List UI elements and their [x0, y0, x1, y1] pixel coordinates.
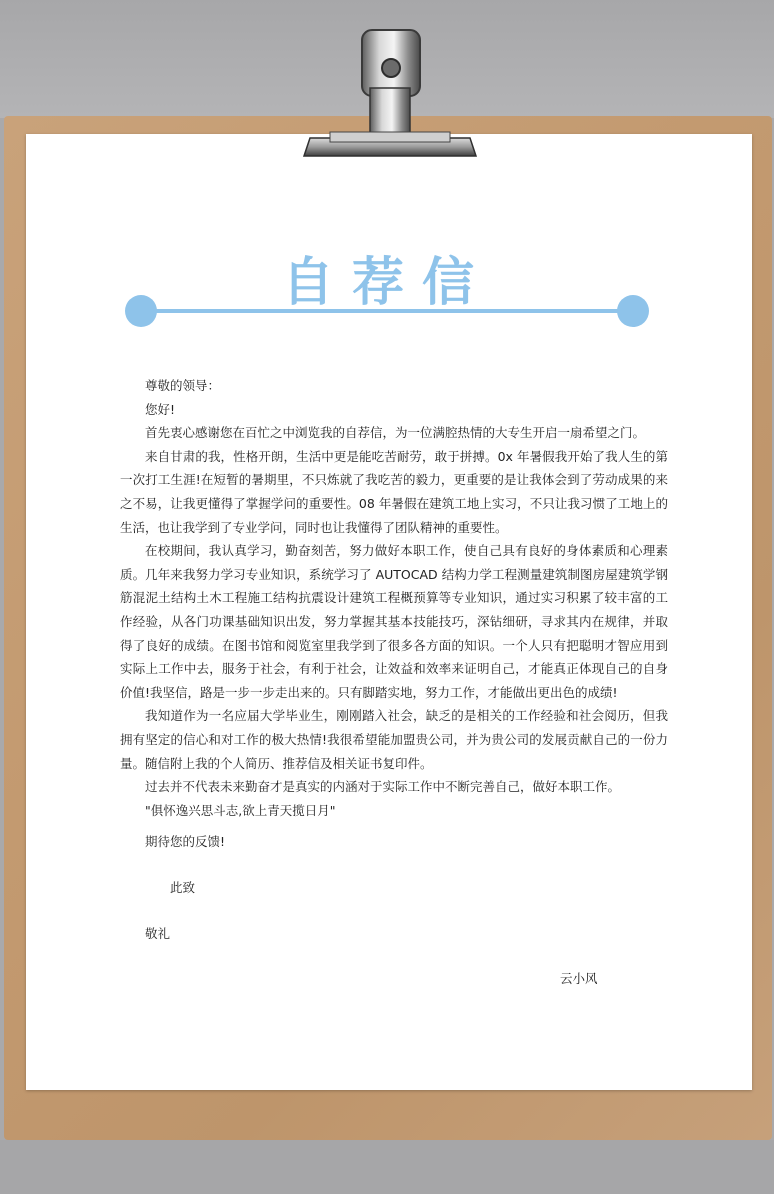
quote: "俱怀逸兴思斗志,欲上青天揽日月"	[145, 802, 336, 818]
paragraph-3: 在校期间，我认真学习，勤奋刻苦，努力做好本职工作，使自己具有良好的身体素质和心理素质。几年来我努力学习专业知识，系统学习了 AUTOCAD 结构力学工程测量建筑制图房屋建筑学钢筋混泥土结构土木工程施工结构抗震设计建筑工程概预算等专业知识，通过实习积累了较丰富的工作经验，从各门功课基础知识出发，努力掌握其基本技能技巧，深钻细研，寻求其内在规律，并取得了良好的成绩。在图书馆和阅览室里我学到了很多各方面的知识。一个人只有把聪明才智应用到实际上工作中去，服务于社会，有利于社会，让效益和效率来证明自己，才能真正体现自己的自身价值!我坚信，路是一步一步走出来的。只有脚踏实地，努力工作，才能做出更出色的成绩!	[120, 543, 668, 700]
page-title: 自荐信	[281, 253, 492, 313]
closing-jingli: 敬礼	[145, 926, 171, 941]
title-divider	[124, 294, 650, 328]
paragraph-1: 首先衷心感谢您在百忙之中浏览我的自荐信，为一位满腔热情的大专生开启一扇希望之门。	[145, 425, 646, 441]
greeting: 您好!	[145, 401, 176, 417]
signature: 云小风	[560, 971, 598, 986]
closing-wish: 期待您的反馈!	[145, 834, 226, 849]
letter-body	[120, 374, 668, 822]
paragraph-2: 来自甘肃的我，性格开朗，生活中更是能吃苦耐劳，敢于拼搏。0x 年暑假我开始了我人生的第一次打工生涯!在短暂的暑期里，不只炼就了我吃苦的毅力，更重要的是让我体会到了劳动成果的来之不易，让我更懂得了掌握学问的重要性。08 年暑假在建筑工地上实习，不只让我习惯了工地上的生活，也让我学到了专业学问，同时也让我懂得了团队精神的重要性。	[120, 448, 668, 535]
background-bottom	[0, 1140, 774, 1194]
binder-clip-icon	[300, 28, 480, 178]
paragraph-4: 我知道作为一名应届大学毕业生，刚刚踏入社会，缺乏的是相关的工作经验和社会阅历，但我拥有坚定的信心和对工作的极大热情!我很希望能加盟贵公司，并为贵公司的发展贡献自己的一份力量。随信附上我的个人简历、推荐信及相关证书复印件。	[120, 708, 668, 771]
paragraph-5: 过去并不代表未来勤奋才是真实的内涵对于实际工作中不断完善自己，做好本职工作。	[145, 779, 621, 795]
closing-cizhi: 此致	[170, 880, 196, 895]
salutation: 尊敬的领导：	[145, 378, 221, 393]
